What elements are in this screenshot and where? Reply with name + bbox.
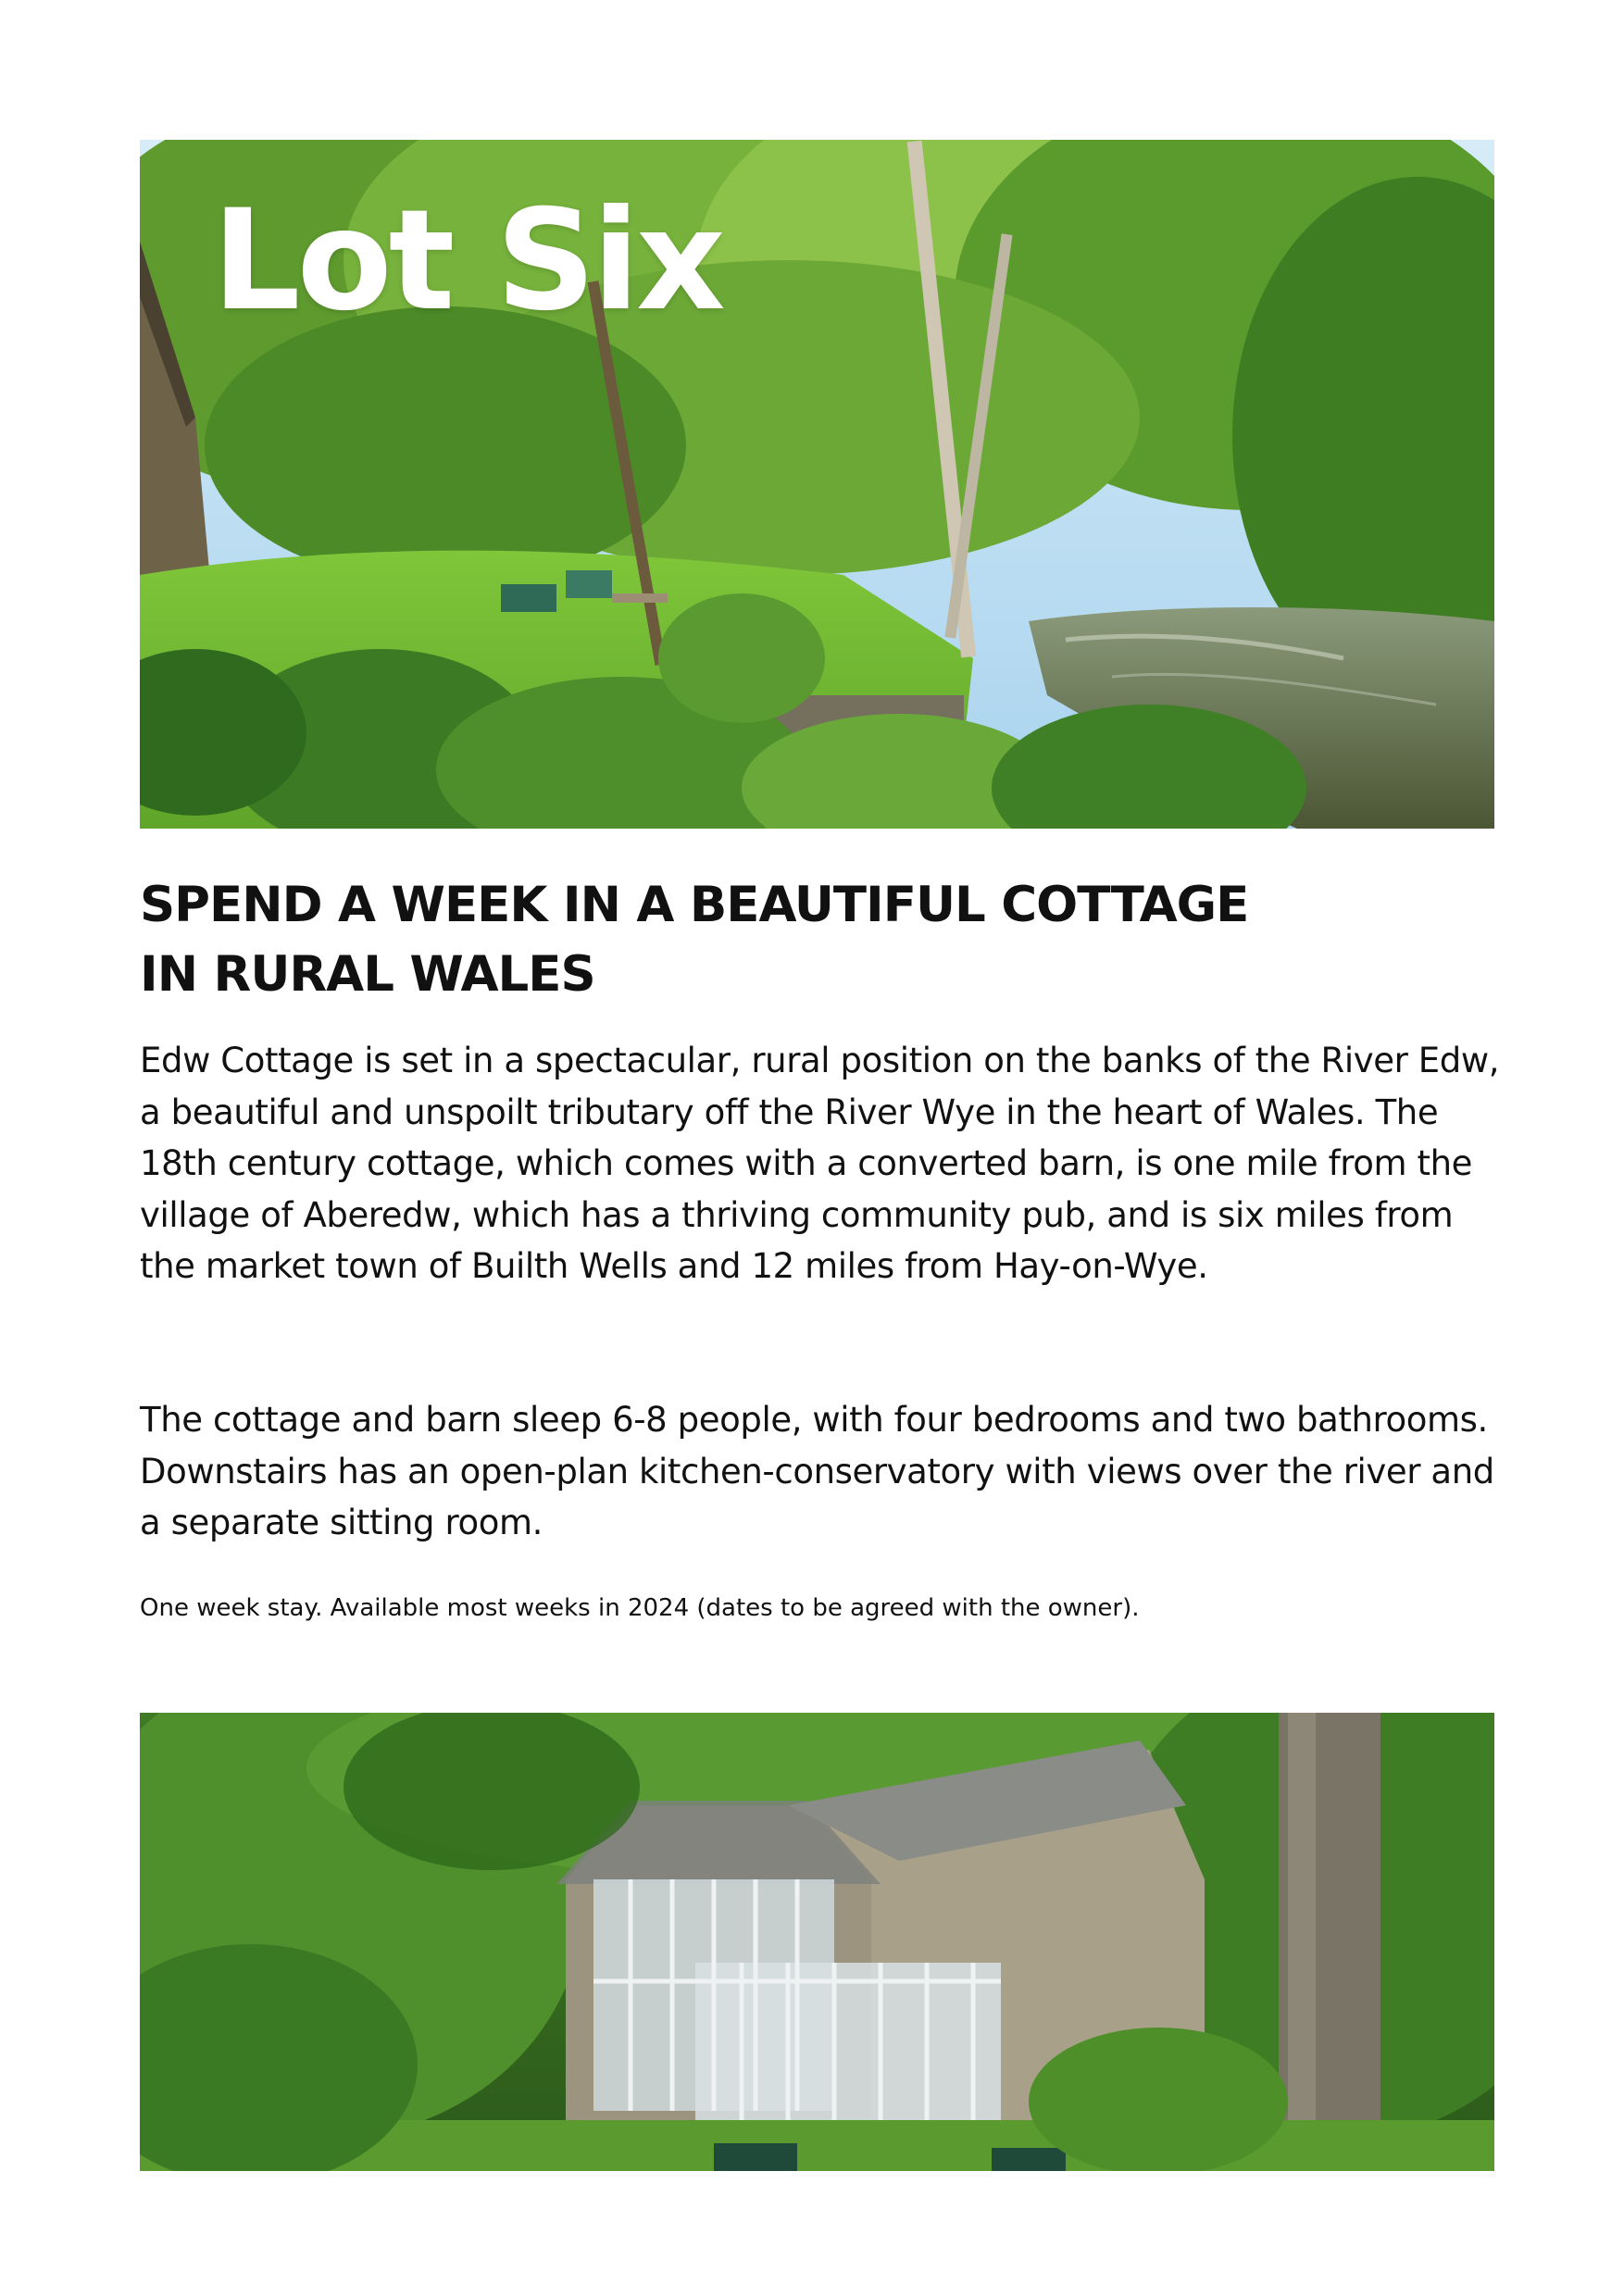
cottage-image	[140, 1713, 1494, 2171]
cottage-photo	[140, 1713, 1494, 2171]
hero-photo-garden-river	[140, 140, 1494, 829]
headline-text: SPEND A WEEK IN A BEAUTIFUL COTTAGE IN RURAL WALES	[140, 877, 1249, 1003]
description-paragraph-location: Edw Cottage is set in a spectacular, rural position on the banks of the River Edw, a beautiful and unspoilt tributary off the River Wye in the heart of Wales. The 18th century cottage, which comes with a converted barn, is one mile from the village of Aberedw, which has a thriving community pub, and is six miles from the market town of Builth Wells and 12 miles from Hay-on-Wye.	[140, 1041, 1500, 1286]
description-paragraph-accommodation: The cottage and barn sleep 6-8 people, with four bedrooms and two bathrooms. Downstairs has an open-plan kitchen-conservatory with views over the river and a separate sitting room.	[140, 1400, 1494, 1542]
headline	[140, 870, 1343, 1009]
availability-note: One week stay. Available most weeks in 2024 (dates to be agreed with the owner).	[140, 1594, 1140, 1622]
lot-title: Lot Six	[212, 181, 722, 342]
